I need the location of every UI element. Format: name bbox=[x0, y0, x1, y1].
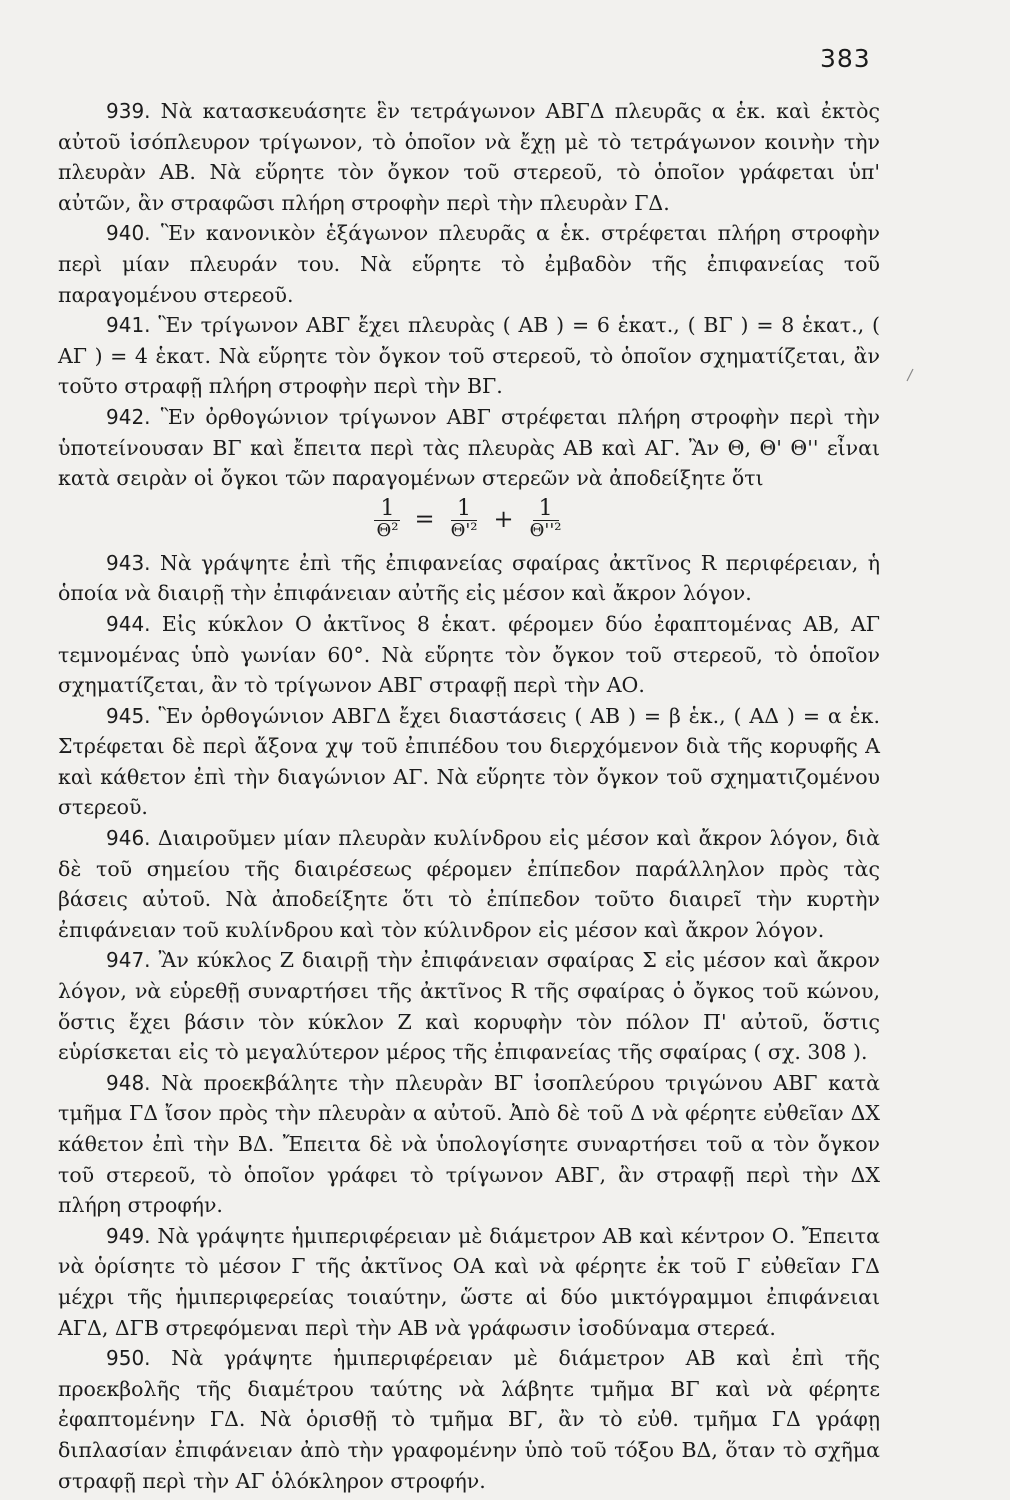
problem-number: 942. bbox=[106, 404, 151, 429]
problem-number: 941. bbox=[106, 313, 151, 338]
problem-text: Ἂν κύκλος Ζ διαιρῇ τὴν ἐπιφάνειαν σφαίρας Σ εἰς μέσον καὶ ἄκρον λόγον, νὰ εὑρεθῇ συναρτήσει τῆς ἀκτῖνος R τῆς σφαίρας ὁ ὄγκος τοῦ κώνου, ὅστις ἔχει βάσιν τὸν κύκλον Ζ καὶ κορυφὴν τὸν πόλον Π' αὐτοῦ, ὅστις εὑρίσκεται εἰς τὸ μεγαλύτερον μέρος τῆς ἐπιφανείας τῆς σφαίρας ( σχ. 308 ). bbox=[58, 948, 880, 1065]
problem-text: Νὰ γράψητε ἐπὶ τῆς ἐπιφανείας σφαίρας ἀκτῖνος R περιφέρειαν, ἡ ὁποία νὰ διαιρῇ τὴν ἐπιφάνειαν αὐτῆς εἰς μέσον καὶ ἄκρον λόγον. bbox=[58, 550, 880, 606]
problem-943 bbox=[58, 548, 880, 609]
problem-text: Εἰς κύκλον Ο ἀκτῖνος 8 ἑκατ. φέρομεν δύο ἐφαπτομένας ΑΒ, ΑΓ τεμνομένας ὑπὸ γωνίαν 60°. Νὰ εὕρητε τὸν ὄγκον τοῦ στερεοῦ, τὸ ὁποῖον σχηματίζεται, ἂν τὸ τρίγωνον ΑΒΓ στραφῇ περὶ τὴν ΑΟ. bbox=[58, 611, 880, 698]
problem-945 bbox=[58, 701, 880, 823]
problem-text: Ἓν ὀρθογώνιον τρίγωνον ΑΒΓ στρέφεται πλήρη στροφὴν περὶ τὴν ὑποτείνουσαν ΒΓ καὶ ἔπειτα περὶ τὰς πλευρὰς ΑΒ καὶ ΑΓ. Ἂν Θ, Θ' Θ'' εἶναι κατὰ σειρὰν οἱ ὄγκοι τῶν παραγομένων στερεῶν νὰ ἀποδείξητε ὅτι bbox=[58, 404, 880, 491]
problem-947 bbox=[58, 945, 880, 1067]
problem-950 bbox=[58, 1343, 880, 1496]
problem-number: 940. bbox=[106, 221, 151, 246]
problem-text: Νὰ κατασκευάσητε ἓν τετράγωνον ΑΒΓΔ πλευρᾶς α ἑκ. καὶ ἐκτὸς αὐτοῦ ἰσόπλευρον τρίγωνον, τὸ ὁποῖον νὰ ἔχῃ μὲ τὸ τετράγωνον κοινὴν τὴν πλευρὰν ΑΒ. Νὰ εὕρητε τὸν ὄγκον τοῦ στερεοῦ, τὸ ὁποῖον γράφεται ὑπ' αὐτῶν, ἂν στραφῶσι πλήρη στροφὴν περὶ τὴν πλευρὰν ΓΔ. bbox=[58, 99, 880, 215]
problem-939 bbox=[58, 96, 880, 218]
formula-denominator: Θ''² bbox=[529, 519, 562, 541]
formula-numerator: 1 bbox=[451, 497, 477, 521]
page-number: 383 bbox=[820, 44, 871, 73]
problem-940 bbox=[58, 218, 880, 310]
formula-rhs-fraction-2 bbox=[526, 497, 566, 541]
problem-text: Νὰ προεκβάλητε τὴν πλευρὰν ΒΓ ἰσοπλεύρου τριγώνου ΑΒΓ κατὰ τμῆμα ΓΔ ἴσον πρὸς τὴν πλευρὰν α αὐτοῦ. Ἀπὸ δὲ τοῦ Δ νὰ φέρητε εὐθεῖαν ΔΧ κάθετον ἐπὶ τὴν ΒΔ. Ἔπειτα δὲ νὰ ὑπολογίσητε συναρτήσει τοῦ α τὸν ὄγκον τοῦ στερεοῦ, τὸ ὁποῖον γράφει τὸ τρίγωνον ΑΒΓ, ἂν στραφῇ περὶ τὴν ΔΧ πλήρη στροφήν. bbox=[58, 1070, 880, 1218]
formula-lhs-fraction bbox=[373, 497, 403, 541]
problem-text: Ἓν τρίγωνον ΑΒΓ ἔχει πλευρὰς ( ΑΒ ) = 6 ἑκατ., ( ΒΓ ) = 8 ἑκατ., ( ΑΓ ) = 4 ἑκατ. Νὰ εὕρητε τὸν ὄγκον τοῦ στερεοῦ, τὸ ὁποῖον σχηματίζεται, ἂν τοῦτο στραφῇ πλήρη στροφὴν περὶ τὴν ΒΓ. bbox=[58, 313, 880, 399]
formula-denominator: Θ² bbox=[376, 519, 399, 541]
problem-944 bbox=[58, 609, 880, 701]
page-content bbox=[58, 96, 880, 1496]
problem-text: Ἓν κανονικὸν ἑξάγωνον πλευρᾶς α ἑκ. στρέφεται πλήρη στροφὴν περὶ μίαν πλευράν του. Νὰ εὕρητε τὸ ἐμβαδὸν τῆς ἐπιφανείας τοῦ παραγομένου στερεοῦ. bbox=[58, 221, 880, 307]
formula-numerator: 1 bbox=[533, 497, 559, 521]
problem-text: Νὰ γράψητε ἡμιπεριφέρειαν μὲ διάμετρον ΑΒ καὶ κέντρον Ο. Ἔπειτα νὰ ὁρίσητε τὸ μέσον Γ τῆς ἀκτῖνος ΟΑ καὶ νὰ φέρητε ἐκ τοῦ Γ εὐθεῖαν ΓΔ μέχρι τῆς ἡμιπεριφερείας τοιαύτην, ὥστε αἱ δύο μικτόγραμμοι ἐπιφάνειαι ΑΓΔ, ΔΓΒ στρεφόμεναι περὶ τὴν ΑΒ νὰ γράφωσιν ἰσοδύναμα στερεά. bbox=[58, 1223, 880, 1340]
problem-number: 944. bbox=[106, 611, 151, 636]
problem-text: Νὰ γράψητε ἡμιπεριφέρειαν μὲ διάμετρον ΑΒ καὶ ἐπὶ τῆς προεκβολῆς τῆς διαμέτρου ταύτης νὰ λάβητε τμῆμα ΒΓ καὶ νὰ φέρητε ἐφαπτομένην ΓΔ. Νὰ ὁρισθῇ τὸ τμῆμα ΒΓ, ἂν τὸ εὐθ. τμῆμα ΓΔ γράφῃ διπλασίαν ἐπιφάνειαν ἀπὸ τὴν γραφομένην ὑπὸ τοῦ τόξου ΒΔ, ὅταν τὸ σχῆμα στραφῇ περὶ τὴν ΑΓ ὁλόκληρον στροφήν. bbox=[58, 1346, 880, 1493]
formula-equals: = bbox=[414, 504, 435, 533]
problem-number: 950. bbox=[106, 1346, 151, 1371]
problem-number: 939. bbox=[106, 99, 151, 123]
problem-948 bbox=[58, 1068, 880, 1221]
problem-number: 945. bbox=[106, 703, 151, 728]
problem-number: 946. bbox=[106, 826, 151, 851]
problem-number: 947. bbox=[106, 948, 151, 973]
problem-number: 948. bbox=[106, 1070, 151, 1095]
problem-number: 943. bbox=[106, 550, 151, 575]
problem-number: 949. bbox=[106, 1223, 151, 1248]
formula-numerator: 1 bbox=[374, 497, 400, 521]
problem-text: Ἓν ὀρθογώνιον ΑΒΓΔ ἔχει διαστάσεις ( ΑΒ ) = β ἑκ., ( ΑΔ ) = α ἑκ. Στρέφεται δὲ περὶ ἄξονα χψ τοῦ ἐπιπέδου του διερχόμενον διὰ τῆς κορυφῆς Α καὶ κάθετον ἐπὶ τὴν διαγώνιον ΑΓ. Νὰ εὕρητε τὸν ὄγκον τοῦ σχηματιζομένου στερεοῦ. bbox=[58, 703, 880, 820]
problem-942 bbox=[58, 402, 880, 494]
formula-plus: + bbox=[493, 504, 514, 533]
problem-946 bbox=[58, 823, 880, 945]
problem-941 bbox=[58, 310, 880, 402]
formula-rhs-fraction-1 bbox=[447, 497, 482, 541]
problem-text: Διαιροῦμεν μίαν πλευρὰν κυλίνδρου εἰς μέσον καὶ ἄκρον λόγον, διὰ δὲ τοῦ σημείου τῆς διαιρέσεως φέρομεν ἐπίπεδον παράλληλον πρὸς τὰς βάσεις αὐτοῦ. Νὰ ἀποδείξητε ὅτι τὸ ἐπίπεδον τοῦτο διαιρεῖ τὴν κυρτὴν ἐπιφάνειαν τοῦ κυλίνδρου καὶ τὸν κύλινδρον εἰς μέσον καὶ ἄκρον λόγον. bbox=[58, 826, 880, 942]
problem-949 bbox=[58, 1221, 880, 1343]
volume-formula bbox=[58, 490, 880, 548]
margin-pencil-mark bbox=[905, 368, 915, 382]
formula-denominator: Θ'² bbox=[450, 519, 478, 541]
